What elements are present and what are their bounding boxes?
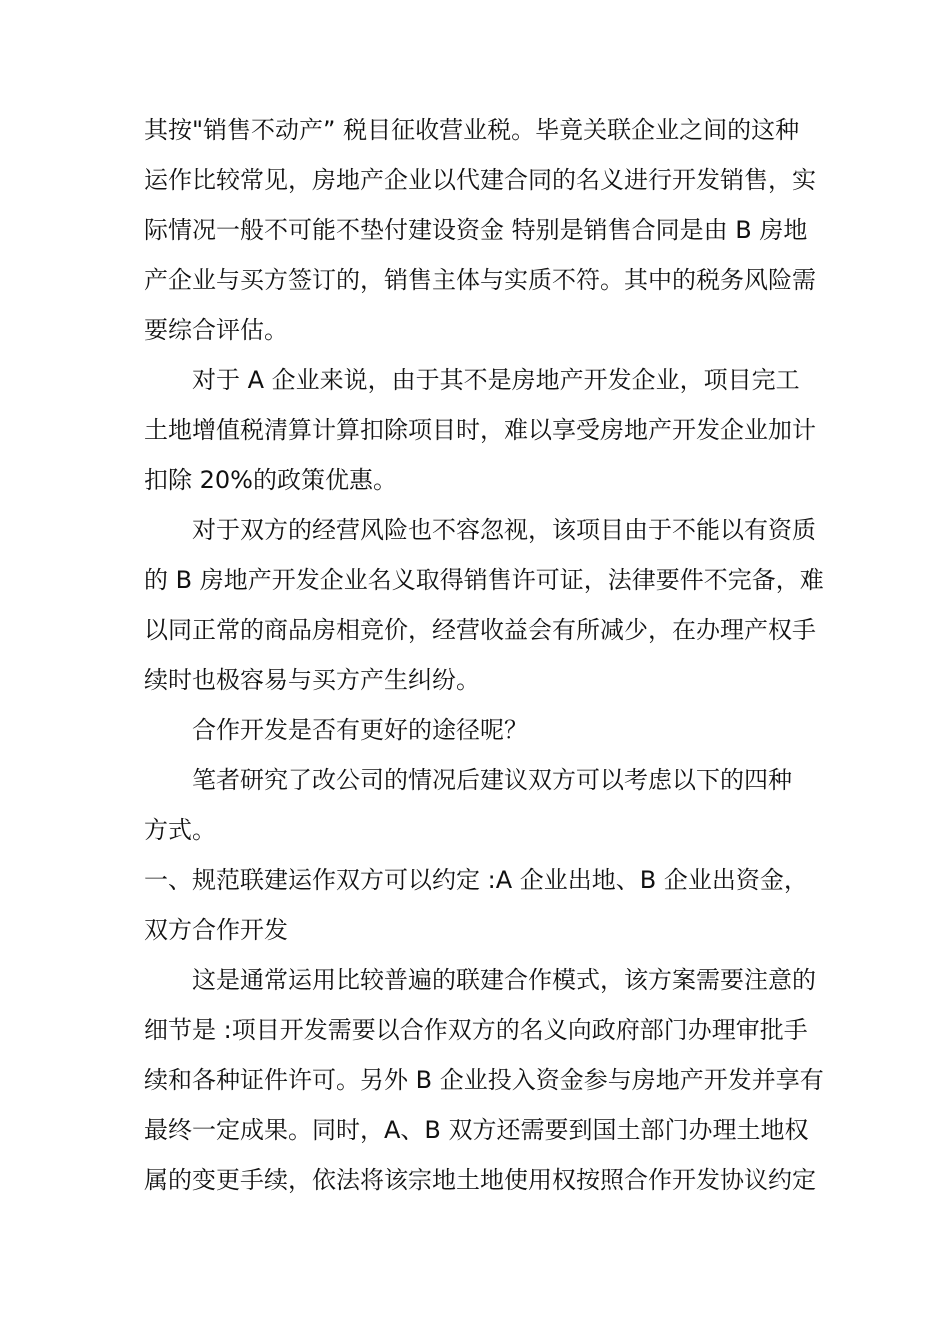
text-line-20: 续和各种证件许可。另外 B 企业投入资金参与房地产开发并享有: [144, 1066, 824, 1094]
text-line-5: 要综合评估。: [144, 316, 288, 344]
text-line-3: 际情况一般不可能不垫付建设资金 特别是销售合同是由 B 房地: [144, 216, 808, 244]
text-line-2: 运作比较常见，房地产企业以代建合同的名义进行开发销售，实: [144, 166, 816, 194]
text-line-6: 对于 A 企业来说，由于其不是房地产开发企业，项目完工: [192, 366, 800, 394]
text-line-12: 续时也极容易与买方产生纠纷。: [144, 666, 480, 694]
text-line-17: 双方合作开发: [144, 916, 288, 944]
text-line-4: 产企业与买方签订的，销售主体与实质不符。其中的税务风险需: [144, 266, 816, 294]
text-line-8: 扣除 20%的政策优惠。: [144, 466, 397, 494]
text-line-15: 方式。: [144, 816, 216, 844]
text-line-22: 属的变更手续，依法将该宗地土地使用权按照合作开发协议约定: [144, 1166, 816, 1194]
text-line-18: 这是通常运用比较普遍的联建合作模式，该方案需要注意的: [192, 966, 816, 994]
text-line-11: 以同正常的商品房相竞价，经营收益会有所减少，在办理产权手: [144, 616, 816, 644]
text-line-9: 对于双方的经营风险也不容忽视，该项目由于不能以有资质: [192, 516, 816, 544]
text-line-1: 其按"销售不动产” 税目征收营业税。毕竟关联企业之间的这种: [144, 116, 800, 144]
text-line-7: 土地增值税清算计算扣除项目时，难以享受房地产开发企业加计: [144, 416, 816, 444]
text-line-19: 细节是 :项目开发需要以合作双方的名义向政府部门办理审批手: [144, 1016, 808, 1044]
text-line-13: 合作开发是否有更好的途径呢？: [192, 716, 528, 744]
text-line-10: 的 B 房地产开发企业名义取得销售许可证，法律要件不完备，难: [144, 566, 824, 594]
text-line-14: 笔者研究了改公司的情况后建议双方可以考虑以下的四种: [192, 766, 792, 794]
text-line-16: 一、规范联建运作双方可以约定 :A 企业出地、B 企业出资金，: [144, 866, 808, 894]
text-line-21: 最终一定成果。同时，A、B 双方还需要到国土部门办理土地权: [144, 1116, 809, 1144]
